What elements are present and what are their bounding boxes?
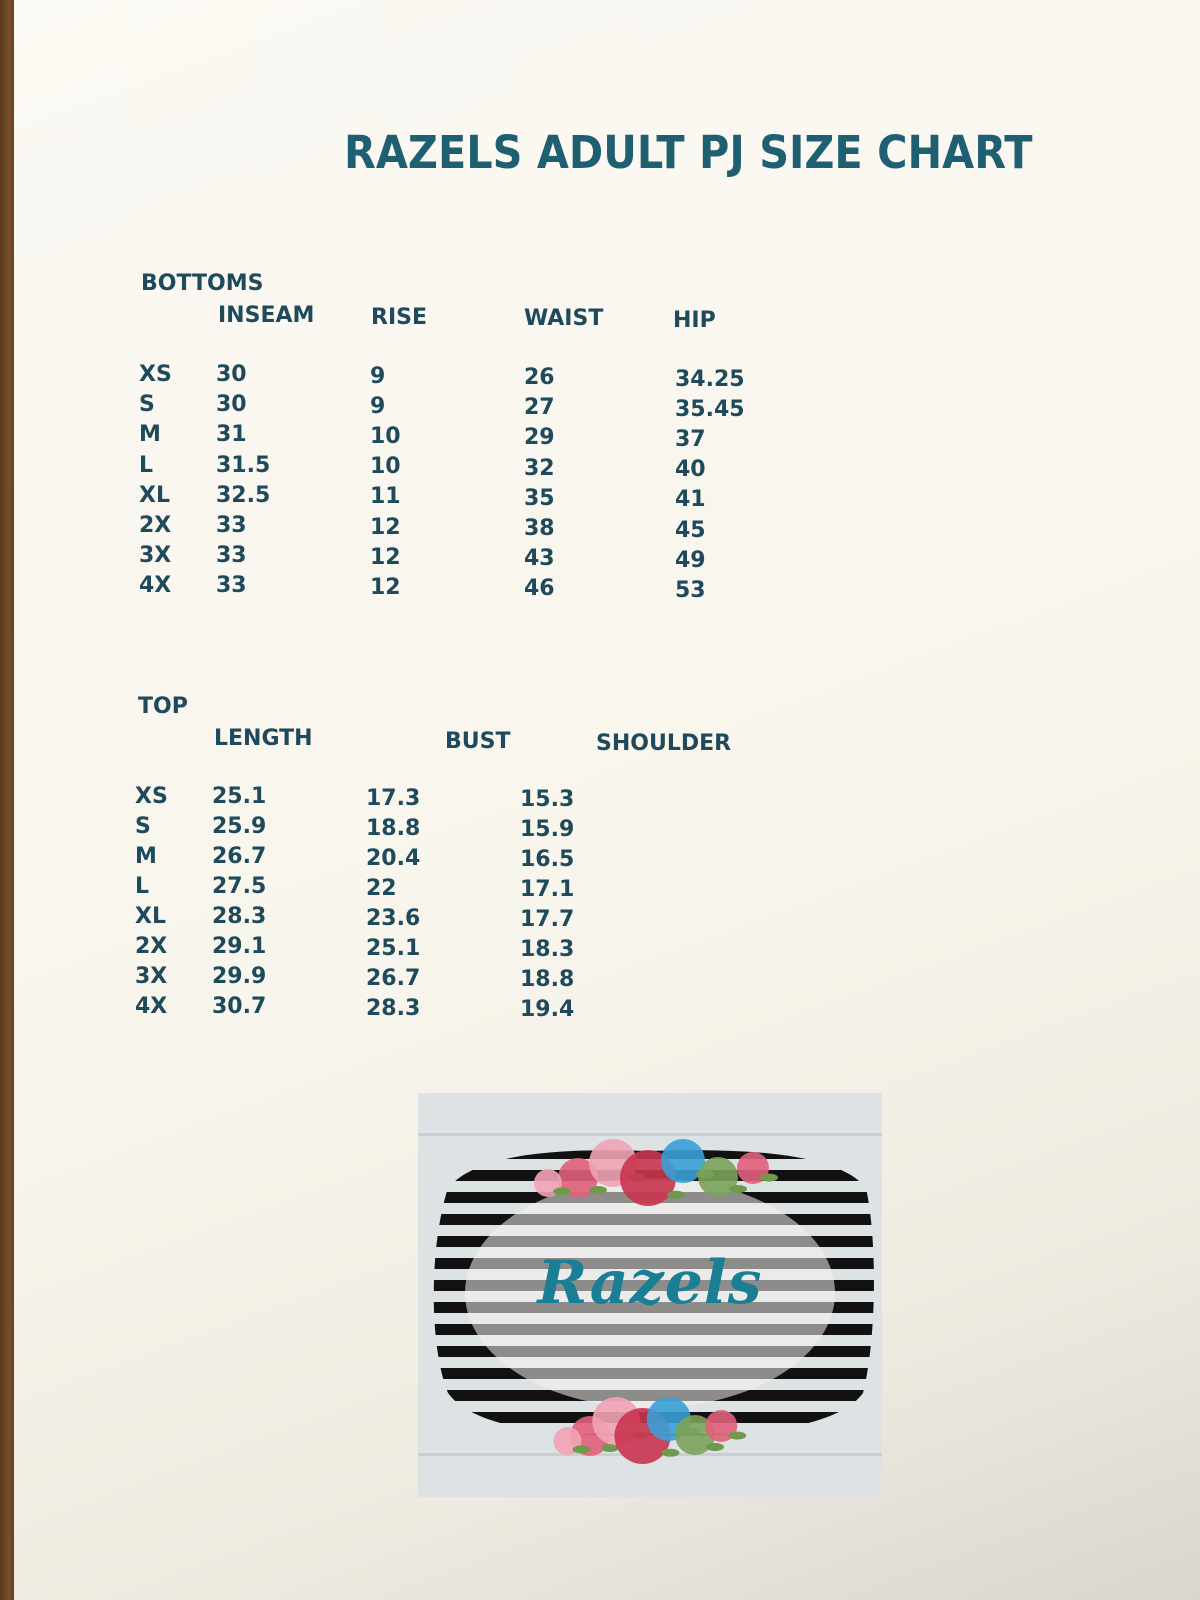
bottoms-cell: 40: [675, 457, 706, 483]
bottoms-cell: 46: [524, 576, 555, 602]
bottoms-cell: 38: [524, 516, 555, 541]
bottoms-cell: 41: [675, 487, 706, 513]
page-title: RAZELS ADULT PJ SIZE CHART: [344, 126, 1033, 179]
logo-leaf: [553, 1187, 571, 1195]
top-cell: 18.8: [520, 967, 575, 992]
bottoms-cell: 37: [675, 426, 706, 452]
bottoms-cell: 9: [370, 363, 386, 389]
bottoms-cell: 33: [216, 573, 247, 599]
bottoms-cell: 10: [370, 423, 401, 449]
bottoms-cell: 31: [216, 422, 247, 448]
bottoms-cell: 31.5: [216, 452, 271, 478]
bottoms-cell: 30: [216, 392, 247, 418]
bottoms-cell: 49: [675, 547, 706, 573]
top-cell: 26.7: [366, 965, 421, 991]
top-cell: 29.1: [212, 934, 267, 959]
top-size-label: M: [135, 844, 157, 869]
bottoms-cell: 12: [370, 514, 401, 540]
top-header-shoulder: SHOULDER: [596, 731, 732, 756]
top-cell: 15.9: [520, 817, 575, 842]
top-header-length: LENGTH: [214, 726, 313, 751]
bottoms-cell: 53: [675, 577, 706, 603]
logo-leaf: [589, 1186, 607, 1194]
bottoms-cell: 27: [524, 395, 555, 421]
bottoms-header-inseam: INSEAM: [218, 303, 315, 328]
bottoms-size-label: 4X: [139, 573, 172, 599]
top-cell: 18.8: [366, 815, 421, 841]
top-header-bust: BUST: [445, 729, 511, 754]
bottoms-cell: 35: [524, 485, 555, 511]
bottoms-cell: 34.25: [675, 366, 745, 392]
bottoms-size-label: 3X: [139, 543, 172, 569]
bottoms-header-rise: RISE: [371, 305, 427, 330]
bottoms-cell: 43: [524, 546, 555, 572]
top-cell: 23.6: [366, 905, 421, 931]
top-size-label: XS: [135, 784, 168, 809]
top-size-label: L: [135, 874, 150, 899]
logo-leaf: [729, 1185, 747, 1193]
bottoms-size-label: XS: [139, 362, 172, 387]
logo-leaf: [728, 1432, 746, 1440]
bottoms-size-label: L: [139, 452, 154, 478]
logo-leaf: [573, 1445, 591, 1453]
bottoms-cell: 12: [370, 544, 401, 570]
logo-leaf: [760, 1174, 778, 1182]
bottoms-cell: 33: [216, 513, 247, 538]
top-cell: 15.3: [520, 787, 575, 812]
bottoms-cell: 33: [216, 543, 247, 569]
bottoms-header-waist: WAIST: [524, 306, 604, 331]
logo-leaf: [667, 1191, 685, 1199]
logo-leaf: [706, 1443, 724, 1451]
bottoms-cell: 32: [524, 455, 555, 481]
top-cell: 22: [366, 875, 397, 901]
top-size-label: S: [135, 814, 151, 839]
top-cell: 29.9: [212, 964, 267, 989]
top-cell: 27.5: [212, 874, 267, 899]
logo-wordmark: Razels: [537, 1248, 763, 1318]
bottoms-size-label: 2X: [139, 513, 172, 538]
top-cell: 17.7: [520, 907, 575, 932]
top-size-label: 2X: [135, 934, 168, 959]
top-cell: 17.3: [366, 785, 421, 811]
bottoms-section-label: BOTTOMS: [141, 271, 264, 296]
bottoms-cell: 10: [370, 454, 401, 480]
bottoms-cell: 45: [675, 517, 706, 543]
bottoms-header-hip: HIP: [673, 308, 716, 333]
top-cell: 17.1: [520, 877, 575, 902]
bottoms-cell: 11: [370, 484, 401, 510]
top-cell: 26.7: [212, 844, 267, 869]
top-cell: 20.4: [366, 845, 421, 871]
top-cell: 25.9: [212, 814, 267, 839]
bottoms-cell: 30: [216, 362, 247, 387]
top-cell: 16.5: [520, 847, 575, 872]
logo-leaf: [662, 1449, 680, 1457]
top-size-label: 3X: [135, 964, 168, 989]
bottoms-size-label: M: [139, 422, 161, 448]
bottoms-cell: 12: [370, 574, 401, 600]
bottoms-cell: 32.5: [216, 482, 271, 508]
top-cell: 19.4: [520, 997, 575, 1022]
top-cell: 30.7: [212, 994, 267, 1019]
bottoms-cell: 9: [370, 393, 386, 419]
bottoms-cell: 26: [524, 365, 555, 390]
top-cell: 25.1: [212, 784, 267, 809]
top-section-label: TOP: [138, 694, 188, 719]
top-size-label: XL: [135, 904, 166, 929]
top-cell: 18.3: [520, 937, 575, 962]
bottoms-size-label: S: [139, 392, 155, 418]
top-size-label: 4X: [135, 994, 168, 1019]
bottoms-size-label: XL: [139, 482, 170, 508]
top-cell: 28.3: [212, 904, 267, 929]
razels-logo: [418, 1093, 882, 1497]
top-cell: 28.3: [366, 995, 421, 1021]
bottoms-cell: 35.45: [675, 396, 745, 422]
bottoms-cell: 29: [524, 425, 555, 451]
top-cell: 25.1: [366, 935, 421, 961]
